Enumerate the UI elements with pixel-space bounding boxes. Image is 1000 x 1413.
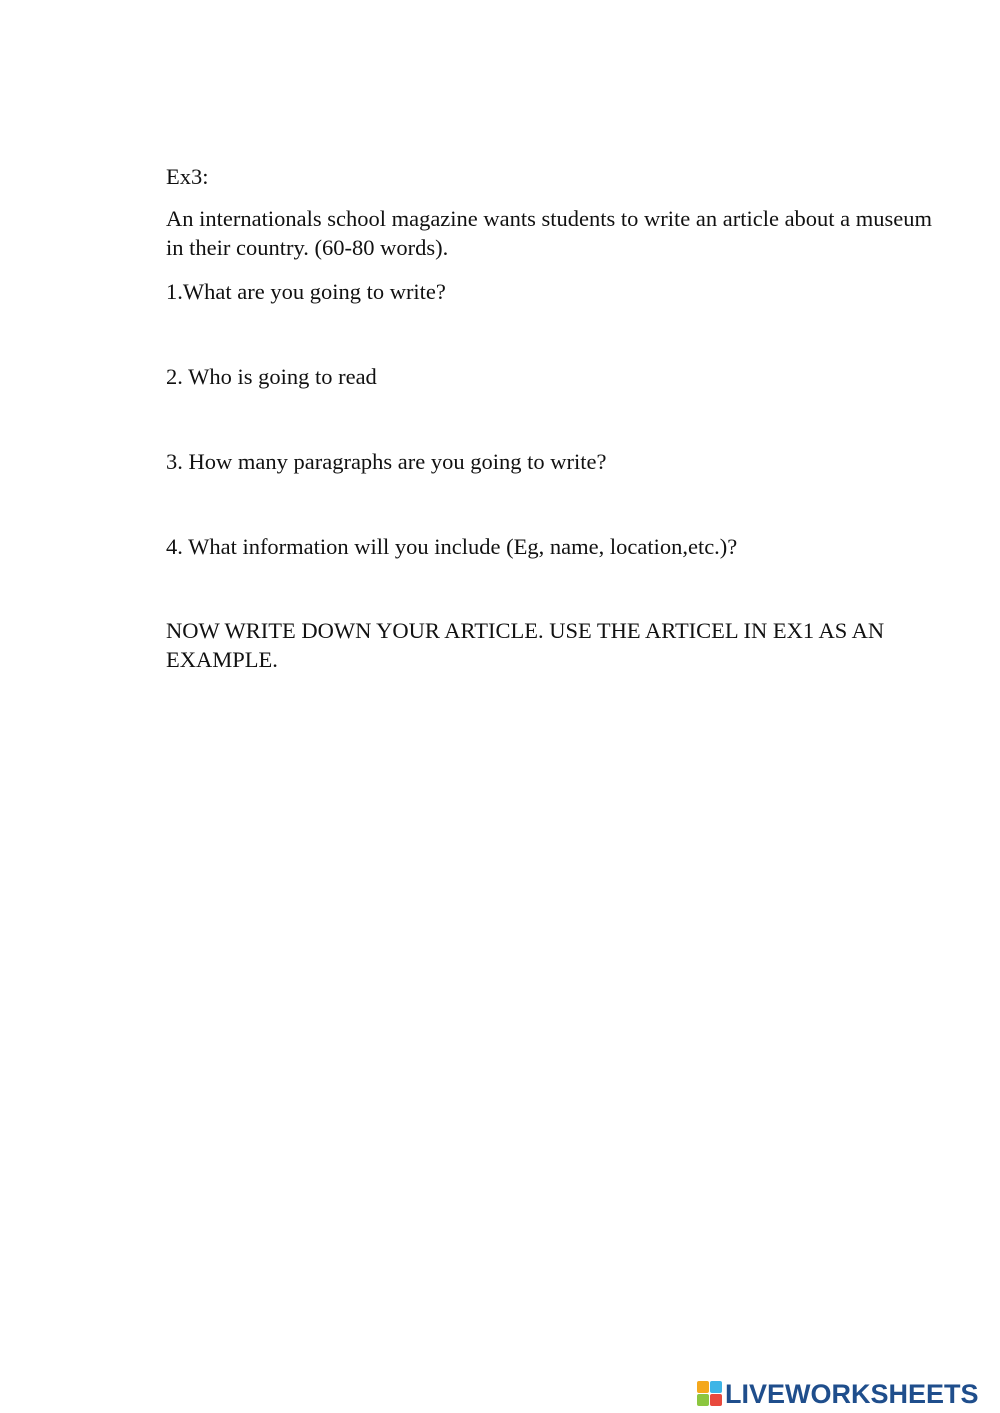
question-1: 1.What are you going to write? <box>166 279 446 304</box>
question-2: 2. Who is going to read <box>166 364 377 389</box>
liveworksheets-watermark <box>697 1378 979 1410</box>
liveworksheets-logo-icon <box>697 1381 723 1407</box>
watermark-text: LIVEWORKSHEETS <box>725 1378 979 1409</box>
question-4: 4. What information will you include (Eg, name, location,etc.)? <box>166 534 738 559</box>
question-3: 3. How many paragraphs are you going to write? <box>166 449 607 474</box>
writing-instruction: NOW WRITE DOWN YOUR ARTICLE. USE THE ARTICEL IN EX1 AS AN EXAMPLE. <box>166 618 885 672</box>
exercise-label: Ex3: <box>166 164 209 189</box>
task-intro: An internationals school magazine wants students to write an article about a museum in their country. (60-80 words). <box>166 206 933 260</box>
